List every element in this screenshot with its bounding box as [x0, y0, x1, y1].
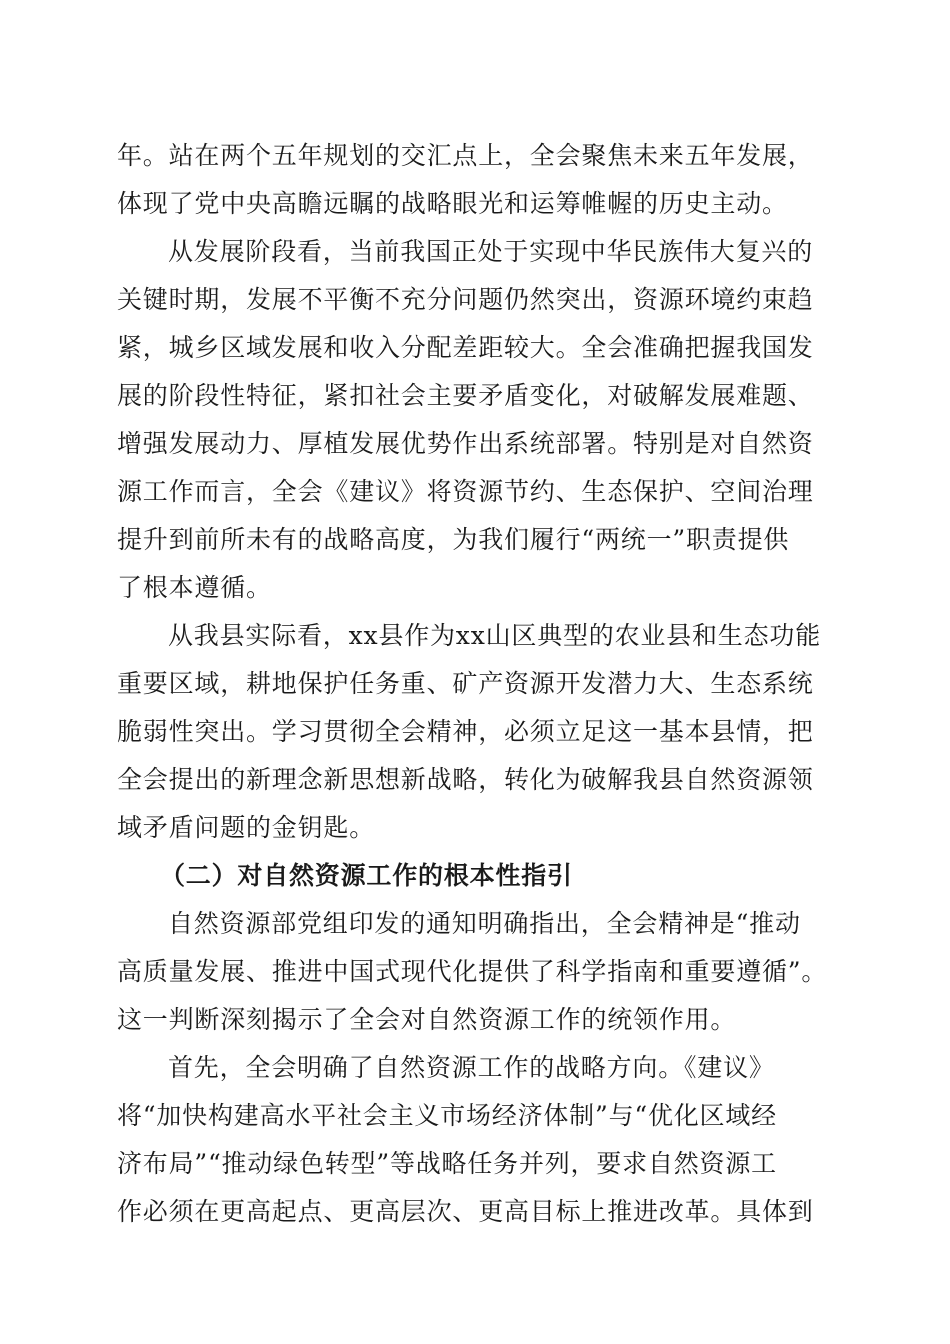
- text-line-13: 脆弱性突出。学习贯彻全会精神，必须立足这一基本县情，把: [117, 717, 814, 746]
- text-line-11: 从我县实际看，xx县作为xx山区典型的农业县和生态功能: [168, 621, 821, 650]
- text-line-19: 这一判断深刻揭示了全会对自然资源工作的统领作用。: [117, 1005, 737, 1034]
- text-line-8: 源工作而言，全会《建议》将资源节约、生态保护、空间治理: [117, 477, 814, 506]
- text-line-6: 展的阶段性特征，紧扣社会主要矛盾变化，对破解发展难题、: [117, 381, 814, 410]
- text-line-2: 体现了党中央高瞻远瞩的战略眼光和运筹帷幄的历史主动。: [117, 189, 788, 218]
- text-line-9: 提升到前所未有的战略高度，为我们履行“两统一”职责提供: [117, 525, 790, 554]
- text-line-18: 高质量发展、推进中国式现代化提供了科学指南和重要遵循”。: [117, 957, 828, 986]
- text-line-17: 自然资源部党组印发的通知明确指出，全会精神是“推动: [168, 909, 801, 938]
- text-line-14: 全会提出的新理念新思想新战略，转化为破解我县自然资源领: [117, 765, 814, 794]
- text-line-20: 首先，全会明确了自然资源工作的战略方向。《建议》: [168, 1053, 775, 1082]
- text-line-10: 了根本遵循。: [117, 573, 272, 602]
- text-line-12: 重要区域，耕地保护任务重、矿产资源开发潜力大、生态系统: [117, 669, 814, 698]
- text-line-4: 关键时期，发展不平衡不充分问题仍然突出，资源环境约束趋: [117, 285, 814, 314]
- text-line-15: 域矛盾问题的金钥匙。: [117, 813, 376, 842]
- text-line-7: 增强发展动力、厚植发展优势作出系统部署。特别是对自然资: [117, 429, 814, 458]
- text-line-1: 年。站在两个五年规划的交汇点上，全会聚焦未来五年发展，: [117, 141, 814, 170]
- text-line-21: 将“加快构建高水平社会主义市场经济体制”与“优化区域经: [117, 1101, 777, 1130]
- text-line-22: 济布局”“推动绿色转型”等战略任务并列，要求自然资源工: [117, 1149, 777, 1178]
- text-line-23: 作必须在更高起点、更高层次、更高目标上推进改革。具体到: [117, 1197, 814, 1226]
- text-line-5: 紧，城乡区域发展和收入分配差距较大。全会准确把握我国发: [117, 333, 814, 362]
- section-heading: （二）对自然资源工作的根本性指引: [160, 861, 573, 890]
- text-line-3: 从发展阶段看，当前我国正处于实现中华民族伟大复兴的: [168, 237, 814, 266]
